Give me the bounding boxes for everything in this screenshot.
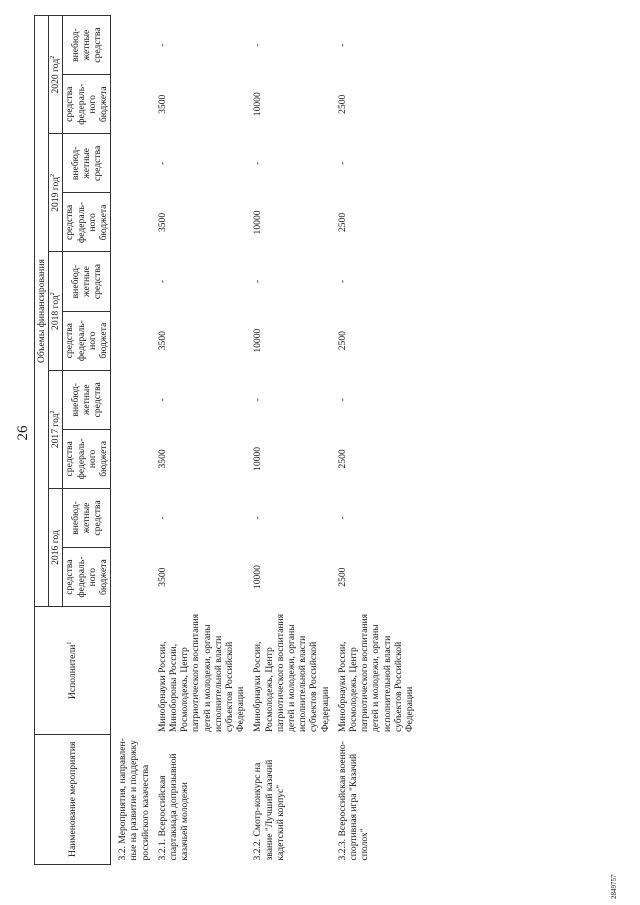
- value-cell: -: [252, 279, 264, 284]
- value-cell: 2500: [336, 212, 348, 233]
- executors-cell: Минобрнауки России, Минобороны России, Росмолодежь, Центр патриотического воспитания детей и молодежи, органы исполнительной власти субъектов Российской Федерации: [156, 613, 247, 733]
- executors-cell: Минобрнауки России, Росмолодежь, Центр патриотического воспитания детей и молодежи, органы исполнительной власти субъектов Российской Федерации: [252, 613, 331, 733]
- table-row: [251, 16, 331, 865]
- value-cell: 2500: [336, 567, 348, 587]
- value-cell: -: [336, 516, 348, 520]
- header-extrabudgetary: внебюд- жетные средства: [63, 16, 111, 75]
- value-cell: 3500: [156, 94, 168, 114]
- activity-name: 3.2.1. Всероссийская спартакиада допризывной казачьей молодежи: [156, 753, 191, 861]
- header-federal-budget: средства федераль- ного бюджета: [63, 311, 111, 370]
- section-title: 3.2. Мероприятия, направлен- ные на развитие и поддержку российского казачества: [117, 738, 151, 861]
- value-cell: 3500: [156, 331, 168, 351]
- value-cell: 2500: [336, 449, 348, 469]
- value-cell: -: [336, 43, 348, 47]
- value-cell: -: [156, 516, 168, 520]
- executors-cell: Минобрнауки России, Росмолодежь, Центр патриотического воспитания детей и молодежи, органы исполнительной власти субъектов Российской Федерации: [336, 613, 416, 733]
- value-cell: -: [252, 161, 264, 165]
- header-federal-budget: средства федераль- ного бюджета: [63, 75, 111, 134]
- value-cell: 2500: [336, 94, 348, 114]
- header-extrabudgetary: внебюд- жетные средства: [63, 252, 111, 311]
- header-extrabudgetary: внебюд- жетные средства: [63, 134, 111, 193]
- table-header: [35, 16, 111, 865]
- value-cell: -: [252, 43, 264, 47]
- value-cell: -: [156, 279, 168, 284]
- header-year-2020: 2020 год$^2$: [49, 16, 63, 134]
- value-cell: -: [336, 398, 348, 402]
- value-cell: -: [336, 279, 348, 284]
- value-cell: 10000: [252, 210, 264, 235]
- activity-name: 3.2.2. Смотр-конкурс на звание "Лучший казачий кадетский корпус": [252, 759, 286, 861]
- header-executors-column: Исполнители$^1$: [35, 607, 111, 734]
- header-federal-budget: средства федераль- ного бюджета: [63, 429, 111, 488]
- funding-table: [34, 15, 416, 865]
- value-cell: -: [156, 398, 168, 402]
- page-number: 26: [15, 425, 31, 441]
- section-row: [115, 16, 152, 865]
- table-row: [156, 16, 248, 865]
- value-cell: 10000: [252, 446, 264, 471]
- header-federal-budget: средства федераль- ного бюджета: [63, 193, 111, 252]
- value-cell: 3500: [156, 449, 168, 469]
- document-code: 2849757: [610, 874, 618, 899]
- table-row: [336, 16, 416, 865]
- value-cell: 10000: [252, 92, 264, 117]
- header-federal-budget: средства федераль- ного бюджета: [63, 548, 111, 607]
- header-year-2019: 2019 год$^2$: [49, 134, 63, 252]
- value-cell: 10000: [252, 328, 264, 353]
- value-cell: -: [252, 516, 264, 520]
- header-name-column: Наименование мероприятия: [35, 734, 111, 864]
- activity-name: 3.2.3. Всероссийская военно-спортивная игра "Казачий сполох": [336, 741, 371, 861]
- header-extrabudgetary: внебюд- жетные средства: [63, 488, 111, 547]
- header-year-2018: 2018 год$^2$: [49, 252, 63, 370]
- header-extrabudgetary: внебюд- жетные средства: [63, 370, 111, 429]
- value-cell: -: [156, 43, 168, 47]
- header-funding-group: Объемы финансирования: [35, 16, 49, 607]
- value-cell: 3500: [156, 567, 168, 587]
- value-cell: -: [156, 161, 168, 165]
- header-year-2017: 2017 год$^2$: [49, 370, 63, 488]
- value-cell: 10000: [252, 565, 264, 590]
- value-cell: 2500: [336, 331, 348, 351]
- value-cell: -: [252, 398, 264, 402]
- header-year-2016: 2016 год: [49, 488, 63, 606]
- value-cell: 3500: [156, 212, 168, 233]
- value-cell: -: [336, 161, 348, 165]
